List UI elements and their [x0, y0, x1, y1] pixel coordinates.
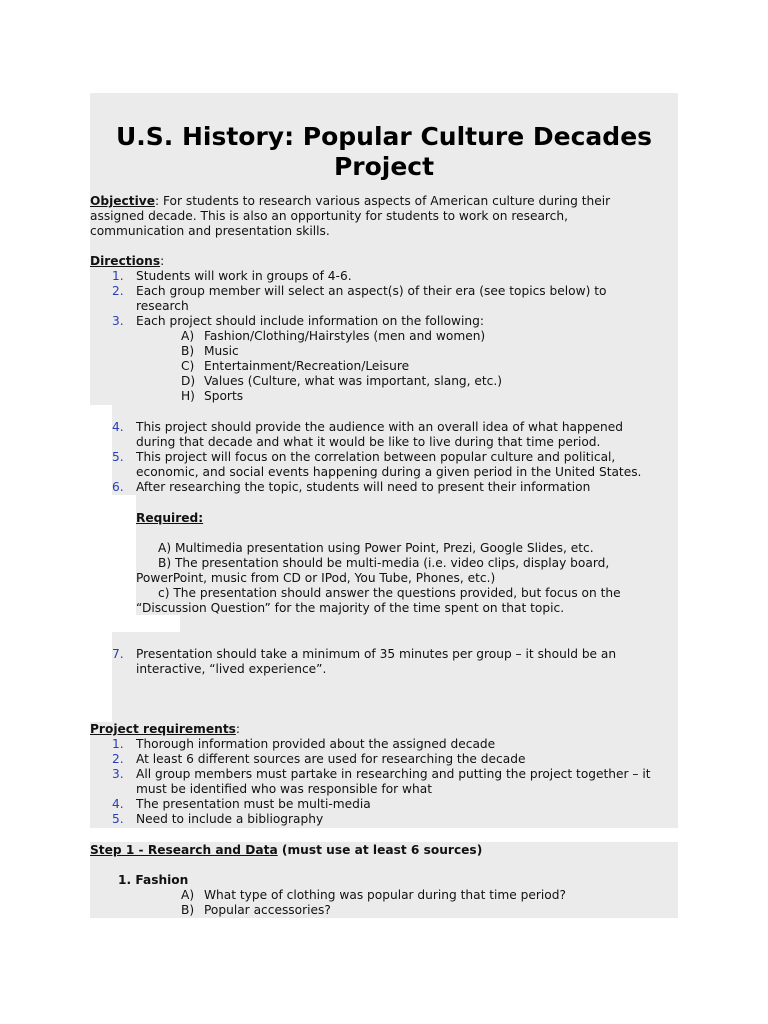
list-item: Need to include a bibliography	[136, 812, 324, 826]
highlight-block	[112, 677, 678, 722]
objective-text: communication and presentation skills.	[90, 224, 330, 238]
list-number: 1.	[112, 737, 124, 751]
required-item-a: A) Multimedia presentation using Power Point, Prezi, Google Slides, etc.	[158, 541, 594, 555]
objective-paragraph	[90, 194, 610, 209]
highlight-block	[180, 615, 678, 632]
question-letter: B)	[181, 903, 195, 917]
list-number: 5.	[112, 450, 124, 464]
required-heading: Required:	[136, 511, 204, 525]
step1-label: Step 1 - Research and Data	[90, 843, 278, 857]
fashion-heading: 1. Fashion	[118, 873, 189, 887]
list-item: The presentation must be multi-media	[136, 797, 371, 811]
list-item: Students will work in groups of 4-6.	[136, 269, 352, 283]
list-item: This project will focus on the correlation between popular culture and political,	[136, 450, 616, 464]
list-item: All group members must partake in researching and putting the project together – it	[136, 767, 651, 781]
list-item: economic, and social events happening during a given period in the United States.	[136, 465, 642, 479]
topic-item: Entertainment/Recreation/Leisure	[204, 359, 410, 373]
list-number: 4.	[112, 420, 124, 434]
topic-item: Values (Culture, what was important, slang, etc.)	[204, 374, 503, 388]
required-item-b: B) The presentation should be multi-media (i.e. video clips, display board,	[158, 556, 610, 570]
directions-heading	[90, 254, 164, 269]
step1-note: (must use at least 6 sources)	[277, 843, 483, 857]
question-item: What type of clothing was popular during that time period?	[204, 888, 566, 902]
topic-item: Music	[204, 344, 239, 358]
step1-heading	[90, 843, 482, 858]
topic-item: Fashion/Clothing/Hairstyles (men and women)	[204, 329, 486, 343]
page-title-continued: Project	[333, 152, 435, 181]
list-item: Presentation should take a minimum of 35 minutes per group – it should be an	[136, 647, 617, 661]
directions-colon: :	[160, 254, 165, 268]
project-requirements-heading	[90, 722, 240, 737]
list-item: At least 6 different sources are used for researching the decade	[136, 752, 526, 766]
topic-letter: A)	[181, 329, 195, 343]
list-item: must be identified who was responsible for what	[136, 782, 432, 796]
list-number: 3.	[112, 314, 124, 328]
list-item: research	[136, 299, 189, 313]
objective-label: Objective	[90, 194, 155, 208]
required-item-c: c) The presentation should answer the questions provided, but focus on the	[158, 586, 621, 600]
topic-item: Sports	[204, 389, 244, 403]
question-letter: A)	[181, 888, 195, 902]
required-item-c: “Discussion Question” for the majority of the time spent on that topic.	[136, 601, 565, 615]
list-item: Each project should include information on the following:	[136, 314, 484, 328]
topic-letter: H)	[181, 389, 195, 403]
list-item: This project should provide the audience with an overall idea of what happened	[136, 420, 623, 434]
topic-letter: B)	[181, 344, 195, 358]
list-item: After researching the topic, students will need to present their information	[136, 480, 591, 494]
project-requirements-label: Project requirements	[90, 722, 236, 736]
page-title: U.S. History: Popular Culture Decades	[115, 122, 653, 151]
project-requirements-colon: :	[235, 722, 241, 736]
list-number: 3.	[112, 767, 124, 781]
directions-label: Directions	[90, 254, 161, 268]
list-number: 6.	[112, 480, 124, 494]
list-item: Thorough information provided about the assigned decade	[136, 737, 496, 751]
list-number: 1.	[112, 269, 124, 283]
list-number: 2.	[112, 752, 124, 766]
list-number: 7.	[112, 647, 124, 661]
list-number: 2.	[112, 284, 124, 298]
list-number: 4.	[112, 797, 124, 811]
required-item-b: PowerPoint, music from CD or IPod, You Tube, Phones, etc.)	[136, 571, 496, 585]
list-number: 5.	[112, 812, 124, 826]
topic-letter: D)	[181, 374, 196, 388]
question-item: Popular accessories?	[204, 903, 331, 917]
objective-text: : For students to research various aspects of American culture during their	[154, 194, 611, 208]
list-item: interactive, “lived experience”.	[136, 662, 327, 676]
objective-text: assigned decade. This is also an opportunity for students to work on research,	[90, 209, 568, 223]
topic-letter: C)	[181, 359, 195, 373]
list-item: Each group member will select an aspect(s) of their era (see topics below) to	[136, 284, 607, 298]
list-item: during that decade and what it would be like to live during that time period.	[136, 435, 601, 449]
